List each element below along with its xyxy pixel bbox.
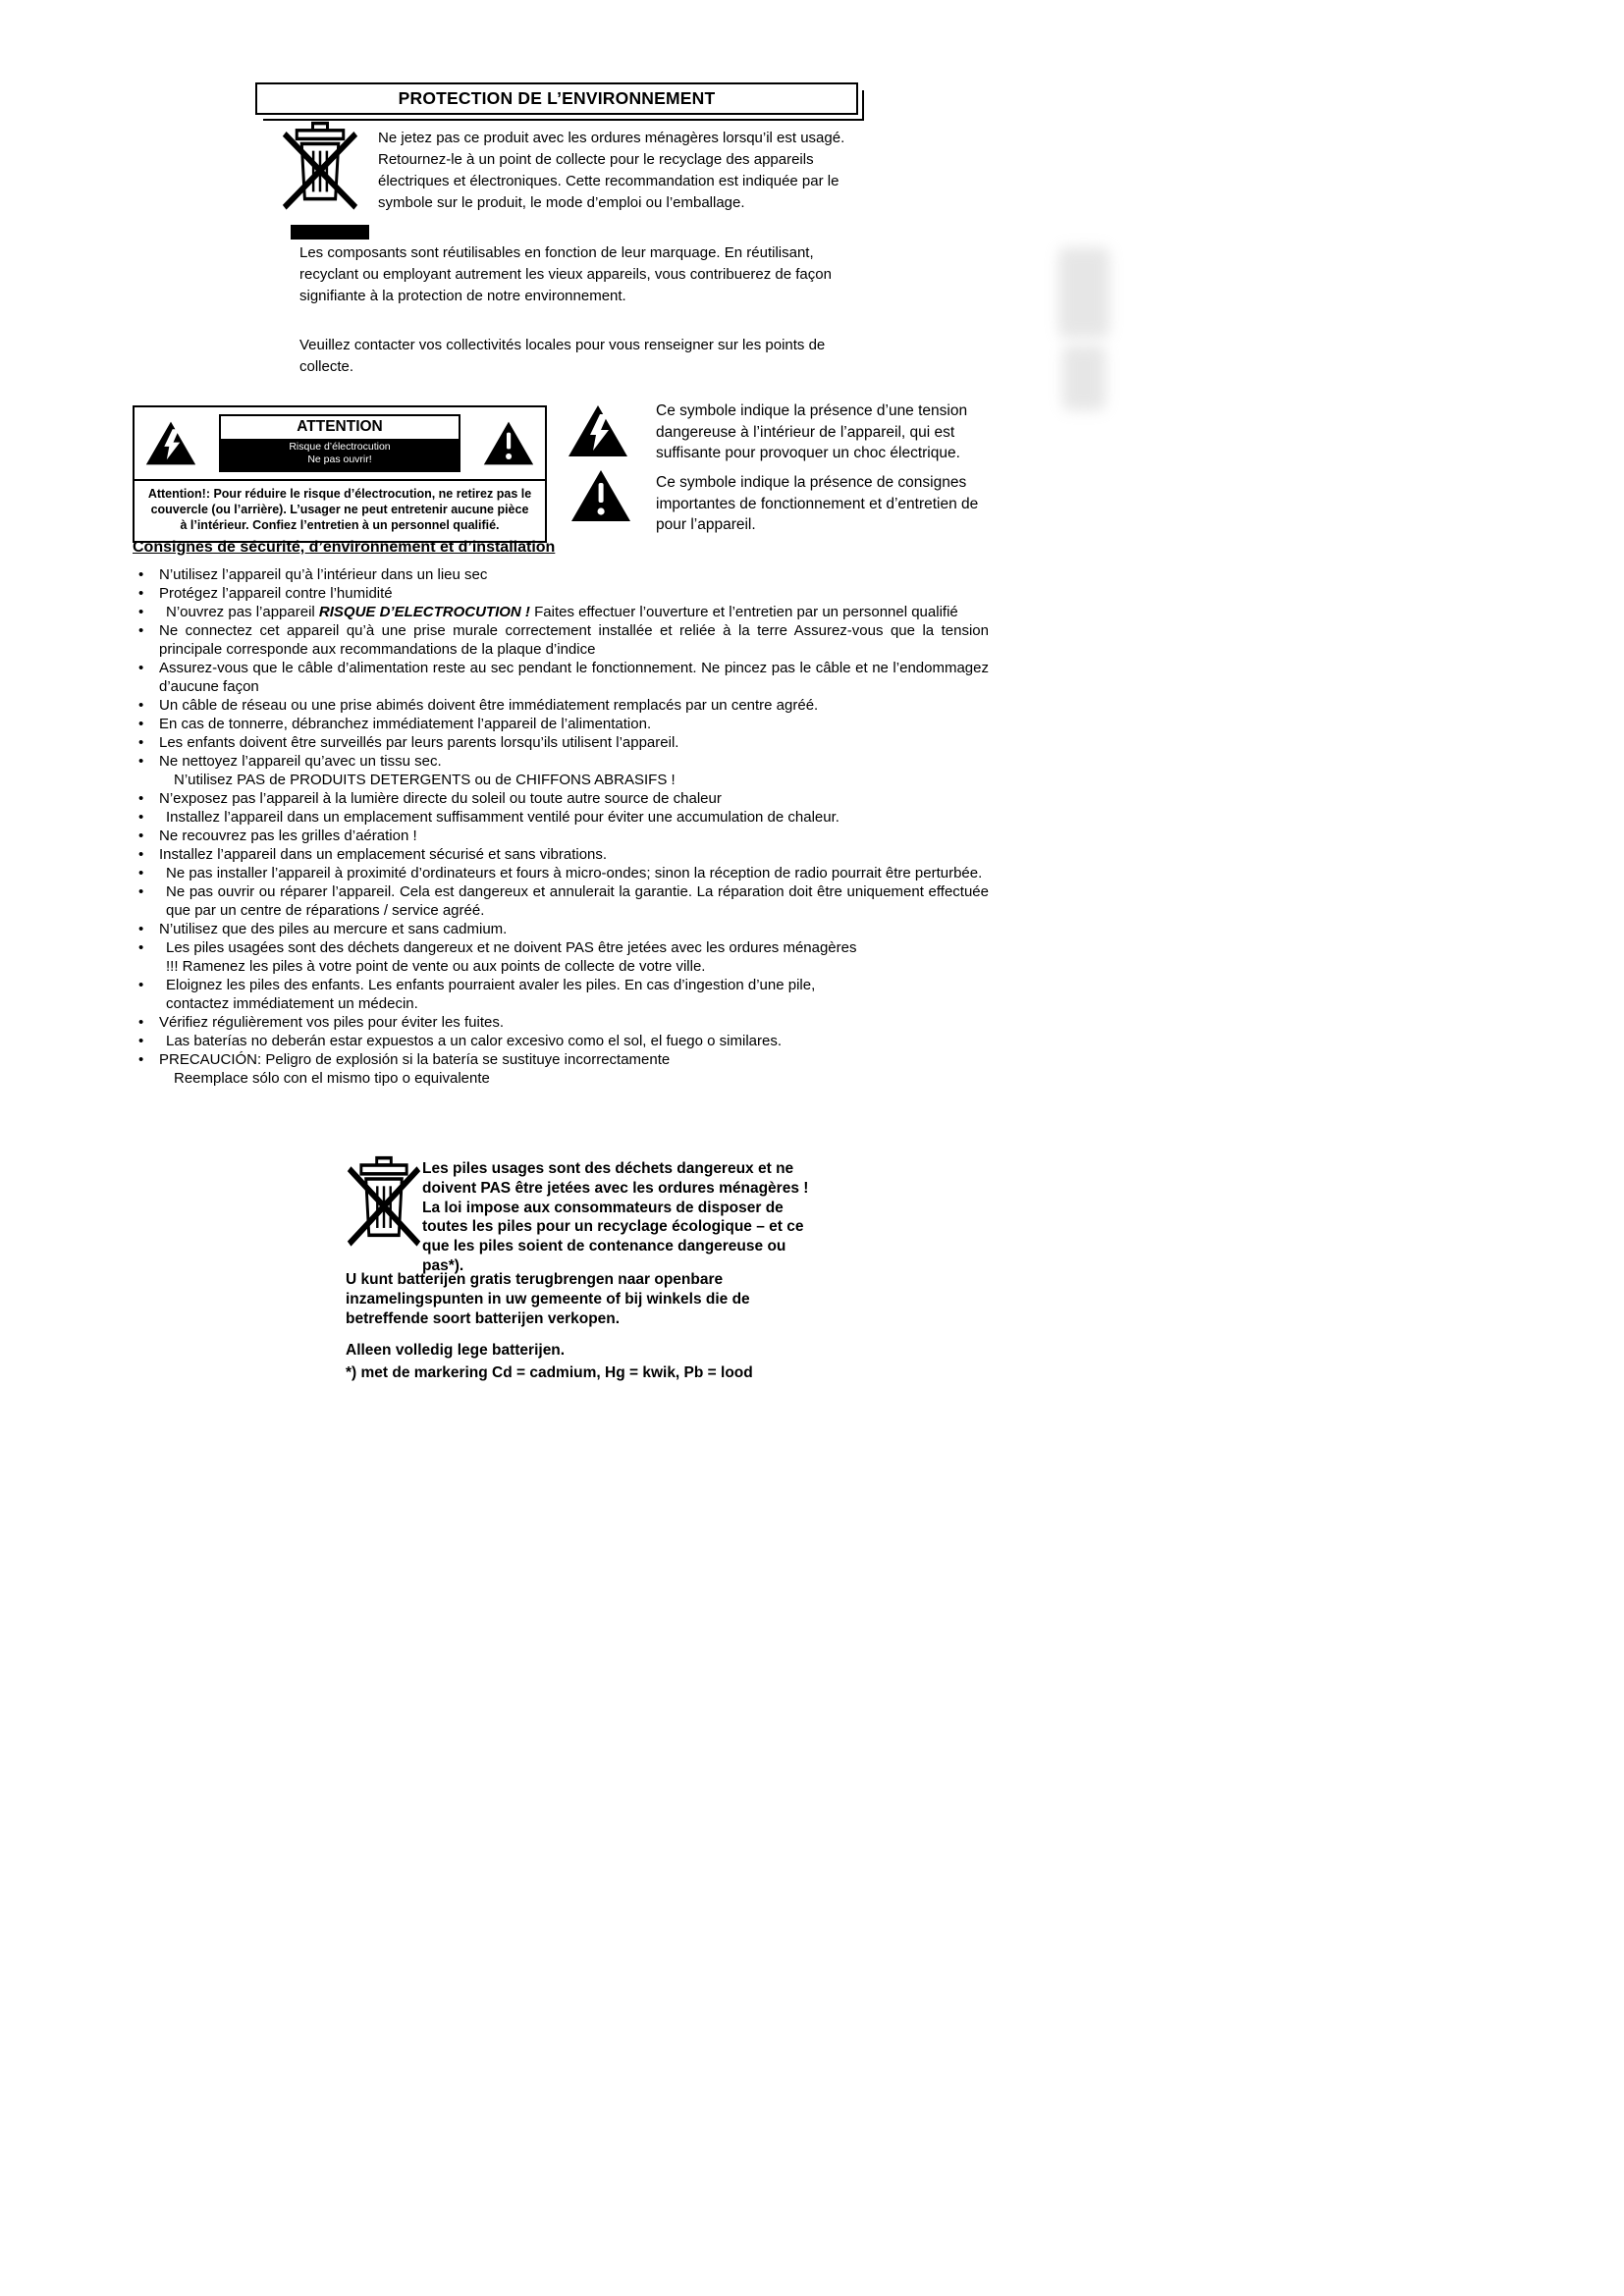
caution-risk-line1: Risque d’électrocution	[289, 441, 391, 453]
caution-warning-text: Attention!: Pour réduire le risque d’électrocution, ne retirez pas le couvercle (ou l’arrière). L’usager ne peut entretenir aucune pièce à l’intérieur. Confiez l’entretien à un personnel qualifié.	[135, 479, 545, 541]
lightning-triangle-icon	[144, 420, 197, 466]
safety-item	[133, 715, 989, 733]
safety-item	[133, 1050, 989, 1088]
disposal-paragraph: Ne jetez pas ce produit avec les ordures ménagères lorsqu’il est usagé. Retournez-le à un point de collecte pour le recyclage des appareils électriques et électroniques. Cette recommandation est indiquée par le symbole sur le produit, le mode d’emploi ou l’emballage.	[378, 130, 845, 211]
safety-item	[133, 808, 989, 827]
safety-item-text: Les piles usagées sont des déchets dangereux et ne doivent PAS être jetées avec les ordures ménagères !!! Ramenez les piles à votre point de vente ou aux points de collecte de votre ville.	[166, 939, 857, 975]
safety-item	[133, 920, 989, 938]
safety-item-text: Faites effectuer l’ouverture et l’entretien par un personnel qualifié	[529, 604, 958, 620]
safety-item-text: N’ouvrez pas l’appareil	[166, 604, 319, 620]
safety-item-text: Ne pas ouvrir ou réparer l’appareil. Cela est dangereux et annulerait la garantie. La réparation doit être uniquement effectuée que par un centre de réparations / service agréé.	[166, 883, 989, 919]
safety-item	[133, 1013, 989, 1032]
battery-warning-text: Les piles usages sont des déchets dangereux et ne doivent PAS être jetées avec les ordures ménagères ! La loi impose aux consommateurs de disposer de toutes les piles pour un recyclage écologique – et ce que les piles soient de contenance dangereuse ou pas*).	[422, 1160, 809, 1274]
safety-item	[133, 696, 989, 715]
caution-top-row	[135, 407, 545, 479]
safety-item-emphasis: RISQUE D’ELECTROCUTION !	[318, 604, 530, 620]
safety-item-continuation: Reemplace sólo con el mismo tipo o equivalente	[174, 1070, 490, 1087]
scan-artifact	[1062, 346, 1106, 410]
safety-item	[133, 659, 989, 696]
safety-item-text: Ne pas installer l’appareil à proximité d’ordinateurs et fours à micro-ondes; sinon la réception de radio pourrait être perturbée.	[166, 865, 983, 881]
safety-item-text: Vérifiez régulièrement vos piles pour éviter les fuites.	[159, 1014, 504, 1031]
caution-risk-line2: Ne pas ouvrir!	[307, 454, 372, 465]
caution-box	[133, 405, 547, 543]
safety-item-text: N’utilisez l’appareil qu’à l’intérieur dans un lieu sec	[159, 566, 488, 583]
exclamation-triangle-icon	[482, 420, 535, 466]
safety-item-text: Las baterías no deberán estar expuestos a un calor excesivo como el sol, el fuego o similares.	[166, 1033, 783, 1049]
safety-item	[133, 938, 863, 976]
voltage-symbol-text: Ce symbole indique la présence d’une tension dangereuse à l’intérieur de l’appareil, qui est suffisante pour provoquer un choc électrique.	[656, 402, 968, 461]
safety-item-text: PRECAUCIÓN: Peligro de explosión si la batería se sustituye incorrectamente	[159, 1051, 671, 1068]
title-box	[255, 82, 858, 115]
safety-item	[133, 733, 989, 752]
safety-item-text: En cas de tonnerre, débranchez immédiatement l’appareil de l’alimentation.	[159, 716, 652, 732]
safety-list	[133, 565, 997, 1088]
safety-item-text: Protégez l’appareil contre l’humidité	[159, 585, 393, 602]
safety-item	[133, 882, 989, 920]
safety-item-text: N’exposez pas l’appareil à la lumière directe du soleil ou toute autre source de chaleur	[159, 790, 722, 807]
caution-label-box	[219, 414, 460, 472]
battery-crossed-bin-icon	[346, 1154, 422, 1250]
safety-item-text: Les enfants doivent être surveillés par leurs parents lorsqu’ils utilisent l’appareil.	[159, 734, 679, 751]
safety-item	[133, 584, 989, 603]
weee-black-bar	[291, 225, 369, 240]
safety-item	[133, 789, 989, 808]
scan-artifact	[1058, 247, 1110, 338]
battery-note-1: Alleen volledig lege batterijen.	[346, 1342, 566, 1359]
safety-item-text: Installez l’appareil dans un emplacement suffisamment ventilé pour éviter une accumulation de chaleur.	[166, 809, 839, 826]
safety-item	[133, 621, 989, 659]
safety-item-continuation: N’utilisez PAS de PRODUITS DETERGENTS ou de CHIFFONS ABRASIFS !	[174, 772, 676, 788]
safety-item	[133, 976, 863, 1013]
safety-item	[133, 864, 989, 882]
exclamation-triangle-icon	[569, 468, 632, 523]
safety-item-text: Assurez-vous que le câble d’alimentation reste au sec pendant le fonctionnement. Ne pincez pas le câble et ne l’endommagez d’aucune façon	[159, 660, 989, 695]
safety-item	[133, 827, 989, 845]
safety-item	[133, 752, 989, 789]
safety-item-text: Installez l’appareil dans un emplacement sécurisé et sans vibrations.	[159, 846, 608, 863]
safety-item-text: Eloignez les piles des enfants. Les enfants pourraient avaler les piles. En cas d’ingestion d’une pile, contactez immédiatement un médecin.	[166, 977, 816, 1012]
battery-note-2: *) met de markering Cd = cadmium, Hg = kwik, Pb = lood	[346, 1364, 753, 1381]
safety-item-text: Ne recouvrez pas les grilles d’aération !	[159, 828, 417, 844]
page-title: PROTECTION DE L’ENVIRONNEMENT	[398, 88, 716, 108]
lightning-triangle-icon	[567, 403, 629, 458]
safety-item-text: N’utilisez que des piles au mercure et sans cadmium.	[159, 921, 508, 937]
safety-item-text: Ne nettoyez l’appareil qu’avec un tissu sec.	[159, 753, 442, 770]
safety-item	[133, 565, 989, 584]
collection-paragraph: Veuillez contacter vos collectivités locales pour vous renseigner sur les points de collecte.	[299, 337, 826, 375]
caution-title: ATTENTION	[221, 416, 459, 439]
weee-crossed-bin-icon	[281, 120, 359, 213]
safety-item-text: Un câble de réseau ou une prise abimés doivent être immédiatement remplacés par un centre agréé.	[159, 697, 819, 714]
components-paragraph: Les composants sont réutilisables en fonction de leur marquage. En réutilisant, recyclant ou employant autrement les vieux appareils, vous contribuerez de façon signifiante à la protection de notre environnement.	[299, 244, 832, 304]
safety-item	[133, 603, 989, 621]
safety-heading: Consignes de sécurité, d’environnement et d’installation	[133, 539, 556, 556]
notice-symbol-text: Ce symbole indique la présence de consignes importantes de fonctionnement et d’entretien de pour l’appareil.	[656, 474, 979, 533]
safety-item-text: Ne connectez cet appareil qu’à une prise murale correctement installée et reliée à la terre Assurez-vous que la tension principale corresponde aux recommandations de la plaque d’indice	[159, 622, 989, 658]
battery-return-text: U kunt batterijen gratis terugbrengen naar openbare inzamelingspunten in uw gemeente of bij winkels die de betreffende soort batterijen verkopen.	[346, 1271, 750, 1327]
safety-item	[133, 1032, 989, 1050]
safety-item	[133, 845, 989, 864]
caution-strip	[221, 439, 459, 470]
